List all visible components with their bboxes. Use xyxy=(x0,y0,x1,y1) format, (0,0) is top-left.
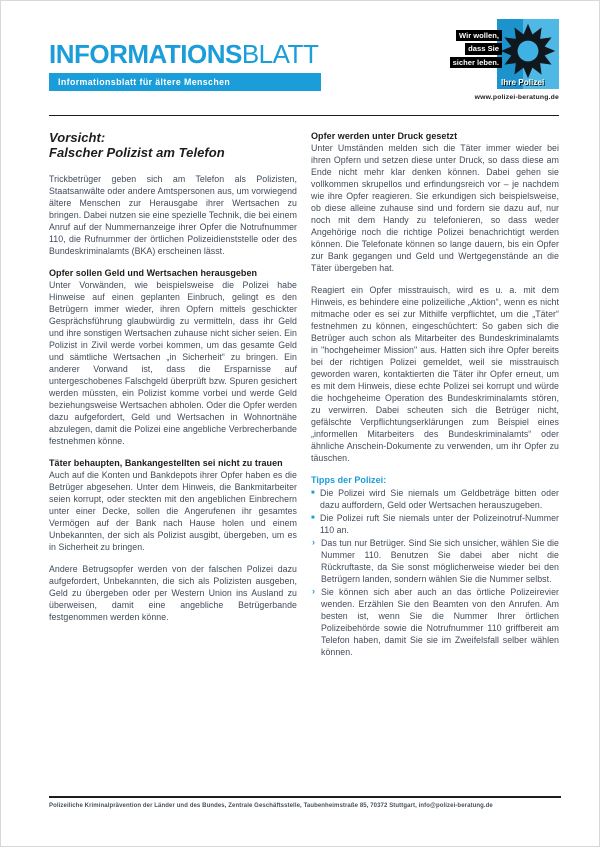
article-columns xyxy=(1,116,599,658)
logo-claim xyxy=(450,30,502,68)
police-logo-square xyxy=(497,19,559,89)
paragraph: Unter Vorwänden, wie beispielsweise die Polizei habe Hinweise auf einen geplanten Einbruch, gelingt es den Betrügern immer wieder, ihren Opfern mittels geschickter Gesprächsführung glaubwürdig zu vermitteln, dass ihr Geld und ihre sonstigen Wertsachen zuhause nicht sicher seien. Ein Polizist in Zivil werde vorbei kommen, um das gesamte Geld und sämtliche Wertsachen „in Sicherheit“ zu bringen. Ein anderer Vorwand ist, dass die Ersparnisse auf untergeschobenes Falschgeld überprüft bzw. Spuren gesichert werden müssten, ein Polizist komme vorbei und werde Geld beziehungsweise Wertsachen abholen. Oder die Opfer werden dazu aufgefordert, Geld und Wertsachen in Wohnortnähe abzulegen, damit die Polizei eine angebliche Verbrecherbande festnehmen könne. xyxy=(49,280,297,447)
section-heading: Opfer sollen Geld und Wertsachen herausgeben xyxy=(49,268,258,279)
logo-claim-line: dass Sie xyxy=(465,43,502,54)
right-column xyxy=(311,130,559,658)
subtip-text: Sie können sich aber auch an das örtliche Polizeirevier wenden. Erzählen Sie den Beamten von den Anrufen. Am besten ist, wenn Sie die Nummer Ihrer örtlichen Polizeibehörde sowie die Notrufnummer 110 griffbereit am Telefon haben, damit Sie sie im Zweifelsfall selber wählen können. xyxy=(321,587,559,657)
tip-sublist xyxy=(312,537,559,658)
logo-website-url: www.polizei-beratung.de xyxy=(474,94,559,101)
masthead-title xyxy=(49,41,321,67)
masthead-title-light: BLATT xyxy=(241,39,319,69)
paragraph: Andere Betrugsopfer werden von der falschen Polizei dazu aufgefordert, Unbekannten, die sich als Polizisten ausgeben, Geld zu übergeben oder per Western Union ins Ausland zu überweisen, damit eine angebliche Betrügerbande festgenommen werden könne. xyxy=(49,564,297,623)
tip-text: Die Polizei ruft Sie niemals unter der Polizeinotruf-Nummer 110 an. xyxy=(320,513,559,535)
subtip-text: Das tun nur Betrüger. Sind Sie sich unsicher, wählen Sie die Nummer 110. Benutzen Sie dabei aber nicht die Rückruftaste, da Sie sonst möglicherweise wieder bei den Betrügern landen, sondern wählen Sie die Nummer selbst. xyxy=(321,538,559,584)
header xyxy=(1,1,599,109)
logo-brand-label: Ihre Polizei xyxy=(501,78,545,87)
police-star-icon xyxy=(499,22,557,80)
bullet-square-icon: ■ xyxy=(311,490,315,496)
subtip-item xyxy=(312,586,559,658)
tip-item xyxy=(311,487,559,511)
masthead-block xyxy=(49,17,321,91)
police-logo xyxy=(389,17,559,109)
paragraph: Reagiert ein Opfer misstrauisch, wird es u. a. mit dem Hinweis, es behindere eine polizeiliche „Aktion“, wenn es nicht mitmache oder es sei zur Mithilfe verpflichtet, um die „Täter“ festnehmen zu können, eingeschüchtert: So gaben sich die Betrüger auch schon als Mitarbeiter des Bundeskriminalamts in "hochgeheimer Mission" aus. Hatten sich ihre Opfer bereits bei der richtigen Polizei gemeldet, weil sie misstrauisch geworden waren, kontaktierten die Täter ihr Opfer erneut, um es mit dem Hinweis, diese echte Polizei sei korrupt und würde die hochgeheime Operation des Bundeskriminalamts stören, zu verwirren. Dabei scheuten sich die Betrüger nicht, gefälschte Verpflichtungserklärungen zum Beispiel eines „informellen Mitarbeiters des Bundeskriminalamts“ oder ähnliche Anschein-Dokumente zu verwenden, um ihr Opfer zu täuschen. xyxy=(311,285,559,463)
paragraph: Unter Umständen melden sich die Täter immer wieder bei ihren Opfern und setzen diese unter Druck, so dass diese am Ende nicht mehr klar denken können. Dabei gehen sie vollkommen skrupellos und erfindungsreich vor – je nachdem wie ihre Opfer reagieren. Sie erkundigen sich beispielsweise, ob diese alleine zuhause sind und fordern sie dazu auf, nur noch mit dem Handy zu telefonieren, so dass weder Angehörige noch die richtige Polizei benachrichtigt werden können. Die Telefonate können so lange dauern, bis ein Opfer zur Bank gegangen und Geld und Wertgegenstände an die Täter übergeben hat. xyxy=(311,143,559,273)
tip-text: Die Polizei wird Sie niemals um Geldbeträge bitten oder dazu auffordern, Geld oder Wertsachen herauszugeben. xyxy=(320,488,559,510)
paragraph: Auch auf die Konten und Bankdepots ihrer Opfer haben es die Betrüger abgesehen. Unter dem Hinweis, die Bankmitarbeiter seien korrupt, oder steckten mit den angeblichen Einbrechern unter einer Decke, sollen die Angerufenen ihr gesamtes Vermögen auf der Bank nach Hause holen und einem Unbekannten, der sich als Polizist ausgibt, übergeben, um es in Sicherheit zu bringen. xyxy=(49,470,297,553)
subtitle-bar: Informationsblatt für ältere Menschen xyxy=(49,73,321,91)
paragraph: Trickbetrüger geben sich am Telefon als Polizisten, Staatsanwälte oder andere Amtspersonen aus, um vorwiegend ältere Menschen zur Herausgabe ihrer Wertsachen zu bringen. Dabei nutzen sie eine spezielle Technik, die bei einem Anruf auf der Nummernanzeige ihrer Opfer die Notrufnummer 110, die Rufnummer der örtlichen Polizeidienststelle oder des Bundeskriminalamts (BKA) erscheinen lässt. xyxy=(49,174,297,257)
subtip-item xyxy=(312,537,559,585)
logo-claim-line: Wir wollen, xyxy=(456,30,502,41)
left-column xyxy=(49,130,297,658)
article-title-line2: Falscher Polizist am Telefon xyxy=(49,145,225,161)
logo-claim-line: sicher leben. xyxy=(450,57,502,68)
tip-item xyxy=(311,512,559,536)
footer xyxy=(49,796,561,809)
section-heading: Opfer werden unter Druck gesetzt xyxy=(311,131,458,141)
section-heading: Täter behaupten, Bankangestellten sei nicht zu trauen xyxy=(49,458,283,469)
footer-imprint: Polizeiliche Kriminalprävention der Länder und des Bundes, Zentrale Geschäftsstelle, Taubenheimstraße 85, 70372 Stuttgart, info@polizei-beratung.de xyxy=(49,803,493,809)
leaflet-page xyxy=(1,1,599,846)
tips-heading: Tipps der Polizei: xyxy=(311,475,387,485)
bullet-square-icon: ■ xyxy=(311,515,315,521)
masthead-title-strong: INFORMATIONS xyxy=(49,39,242,69)
article-title xyxy=(49,130,297,160)
chevron-right-icon: › xyxy=(312,586,316,596)
chevron-right-icon: › xyxy=(312,537,316,547)
article-title-line1: Vorsicht: xyxy=(49,130,106,145)
